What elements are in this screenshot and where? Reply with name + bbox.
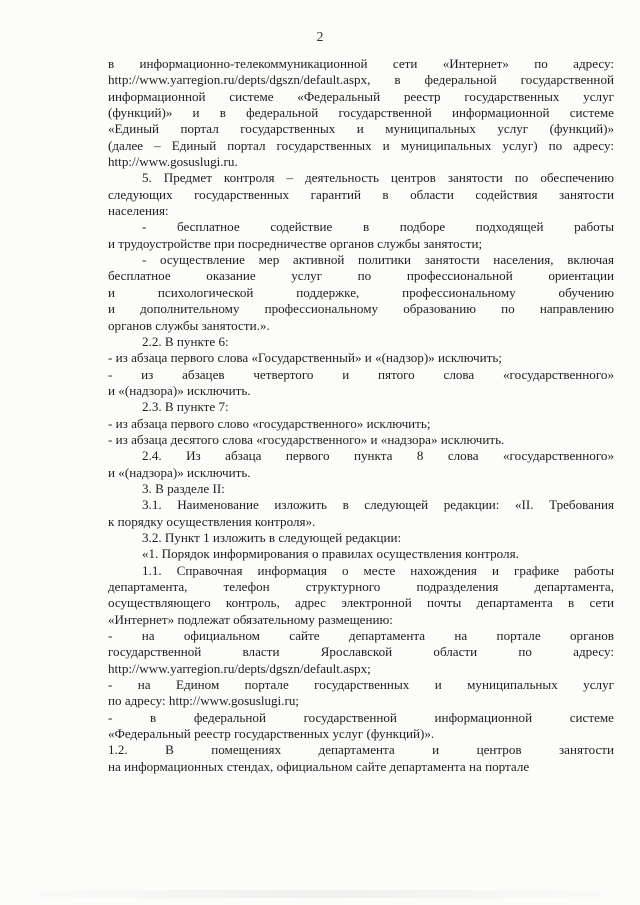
page-number: 2 xyxy=(316,30,324,45)
text-line: «Интернет» подлежат обязательному размещению: xyxy=(108,611,393,627)
text-line: и «(надзора)» исключить. xyxy=(108,464,251,480)
text-line: (далее – Единый портал государственных и муниципальных услуг) по адресу: xyxy=(108,137,614,153)
scan-edge xyxy=(0,890,640,898)
text-line: по адресу: http://www.gosuslugi.ru; xyxy=(108,693,300,709)
text-line: населения: xyxy=(108,203,169,219)
text-line: 2.4. Из абзаца первого пункта 8 слова «государственного» xyxy=(142,448,614,464)
text-line: http://www.yarregion.ru/depts/dgszn/default.aspx, в федеральной государственной xyxy=(108,72,614,88)
text-line: (функций)» и в федеральной государственной информационной системе xyxy=(108,105,614,121)
document-body xyxy=(108,56,614,775)
text-line: 2.2. В пункте 6: xyxy=(142,333,229,349)
text-line: осуществляющего контроль, адрес электронной почты департамента в сети xyxy=(108,595,614,611)
text-line: 3. В разделе II: xyxy=(142,480,225,496)
text-line: - из абзаца первого слово «государственного» исключить; xyxy=(108,415,431,431)
text-line: 5. Предмет контроля – деятельность центров занятости по обеспечению xyxy=(142,170,614,186)
text-line: - на официальном сайте департамента на портале органов xyxy=(108,628,614,644)
text-line: 3.1. Наименование изложить в следующей редакции: «II. Требования xyxy=(142,497,614,513)
text-line: 2.3. В пункте 7: xyxy=(142,399,229,415)
text-line: - из абзаца десятого слова «государственного» и «надзора» исключить. xyxy=(108,431,505,447)
text-line: - в федеральной государственной информационной системе xyxy=(108,709,614,725)
text-line: к порядку осуществления контроля». xyxy=(108,513,316,529)
text-line: следующих государственных гарантий в области содействия занятости xyxy=(108,186,614,202)
text-line: - на Едином портале государственных и муниципальных услуг xyxy=(108,677,614,693)
text-line: и трудоустройстве при посредничестве органов службы занятости; xyxy=(108,235,483,251)
text-line: в информационно-телекоммуникационной сети «Интернет» по адресу: xyxy=(108,56,614,71)
text-line: http://www.yarregion.ru/depts/dgszn/default.aspx; xyxy=(108,660,371,676)
text-line: - осуществление мер активной политики занятости населения, включая xyxy=(142,252,614,268)
text-line: 3.2. Пункт 1 изложить в следующей редакции: xyxy=(142,529,402,545)
text-line: - из абзаца первого слова «Государственный» и «(надзор)» исключить; xyxy=(108,350,502,366)
text-line: и психологической поддержке, профессиональному обучению xyxy=(108,284,614,300)
text-line: государственной власти Ярославской области по адресу: xyxy=(108,644,614,660)
text-line: 1.1. Справочная информация о месте нахождения и графике работы xyxy=(142,562,614,578)
text-line: «Единый портал государственных и муниципальных услуг (функций)» xyxy=(108,121,614,137)
text-line: «1. Порядок информирования о правилах осуществления контроля. xyxy=(142,546,519,562)
text-line: и дополнительному профессиональному образованию по направлению xyxy=(108,301,614,317)
text-line: - бесплатное содействие в подборе подходящей работы xyxy=(142,219,614,235)
text-line: и «(надзора)» исключить. xyxy=(108,382,251,398)
text-line: органов службы занятости.». xyxy=(108,317,270,333)
text-line: информационной системе «Федеральный реестр государственных услуг xyxy=(108,88,614,104)
text-line: «Федеральный реестр государственных услуг (функций)». xyxy=(108,726,435,742)
text-line: на информационных стендах, официальном сайте департамента на портале xyxy=(108,758,530,774)
text-line: 1.2. В помещениях департамента и центров занятости xyxy=(108,742,614,758)
text-line: департамента, телефон структурного подразделения департамента, xyxy=(108,579,614,594)
text-line: - из абзацев четвертого и пятого слова «государственного» xyxy=(108,366,614,382)
text-line: бесплатное оказание услуг по профессиональной ориентации xyxy=(108,268,614,284)
text-line: http://www.gosuslugi.ru. xyxy=(108,154,238,170)
